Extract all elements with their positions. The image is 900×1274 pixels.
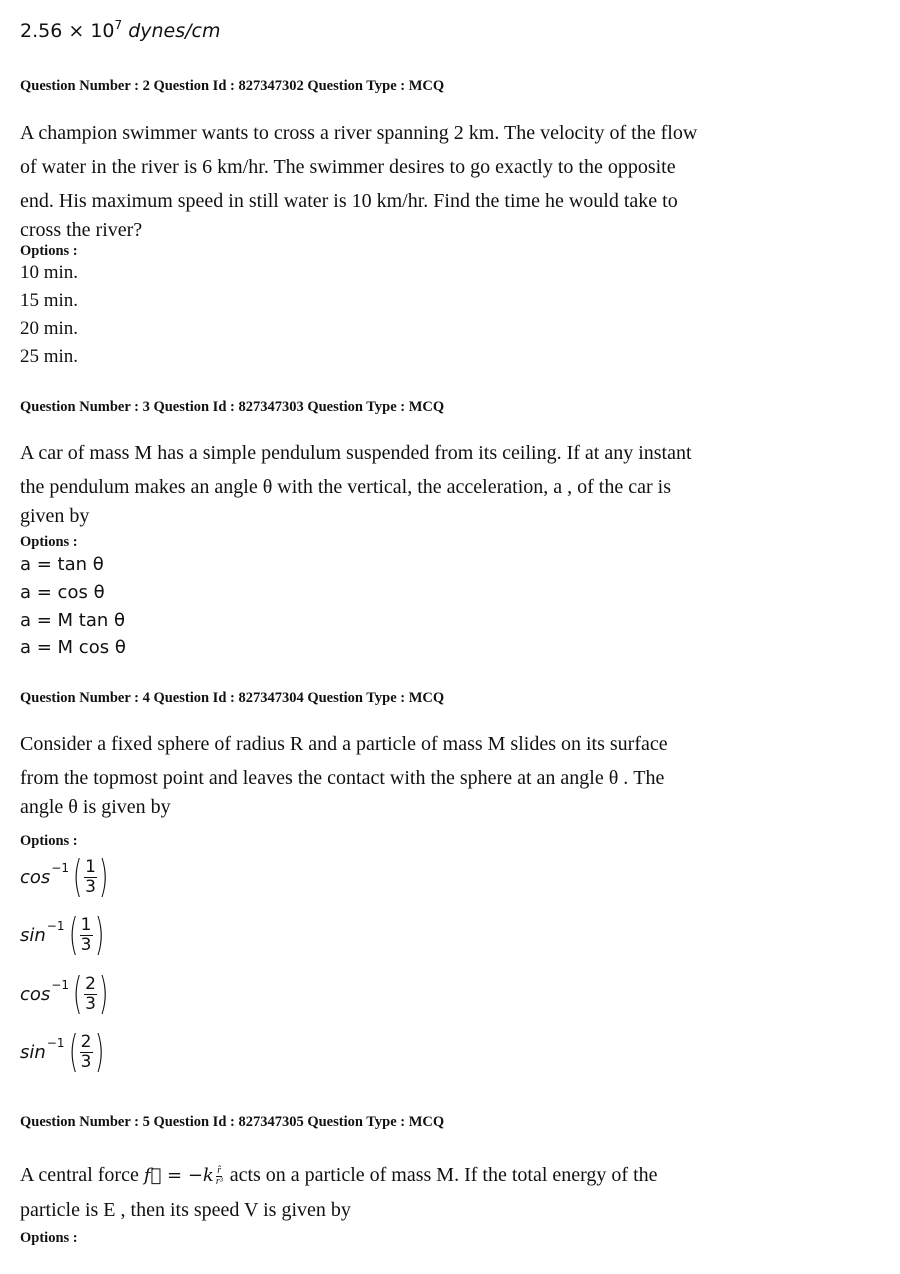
q3-line-1: A car of mass M has a simple pendulum suspended from its ceiling. If at any instant bbox=[20, 442, 692, 464]
left-paren: ( bbox=[68, 1026, 78, 1077]
q4-opt4-sup: −1 bbox=[46, 1036, 65, 1050]
q5-force-fraction bbox=[216, 1166, 223, 1187]
q4-option-3[interactable] bbox=[20, 968, 112, 1019]
q4-opt2-sup: −1 bbox=[46, 919, 65, 933]
q4-opt3-sup: −1 bbox=[51, 978, 69, 992]
right-paren: ) bbox=[94, 1026, 104, 1077]
q5-header: Question Number : 5 Question Id : 827347305 Question Type : MCQ bbox=[20, 1114, 445, 1130]
q4-opt3-fraction bbox=[84, 975, 97, 1014]
q3-options-label: Options : bbox=[20, 534, 78, 550]
q3-option-4[interactable]: a = M cos θ bbox=[20, 637, 126, 658]
q4-opt3-den: 3 bbox=[85, 993, 96, 1014]
q4-opt2-num: 1 bbox=[80, 914, 92, 935]
q2-options-label: Options : bbox=[20, 243, 78, 259]
q5-line-1-end: acts on a particle of mass M. If the total energy of the bbox=[229, 1164, 658, 1186]
q4-opt1-fraction bbox=[84, 858, 97, 897]
q3-line-2: the pendulum makes an angle θ with the vertical, the acceleration, a , of the car is bbox=[20, 476, 671, 498]
q4-opt4-fraction bbox=[80, 1033, 93, 1072]
q4-opt2-fraction bbox=[80, 916, 93, 955]
q4-opt2-den: 3 bbox=[80, 934, 92, 955]
q3-option-1[interactable]: a = tan θ bbox=[20, 554, 104, 575]
previous-answer bbox=[20, 18, 221, 42]
right-paren: ) bbox=[98, 968, 109, 1019]
left-paren: ( bbox=[72, 968, 83, 1019]
q4-line-2: from the topmost point and leaves the contact with the sphere at an angle θ . The bbox=[20, 767, 665, 789]
left-paren: ( bbox=[68, 909, 78, 960]
q3-text bbox=[20, 436, 780, 528]
q4-option-1[interactable] bbox=[20, 851, 112, 902]
q3-line-3: given by bbox=[20, 505, 90, 527]
q4-options-label: Options : bbox=[20, 833, 78, 849]
q4-line-3: angle θ is given by bbox=[20, 796, 171, 818]
q4-opt3-num: 2 bbox=[85, 973, 96, 994]
q2-line-3: end. His maximum speed in still water is 10 km/hr. Find the time he would take to bbox=[20, 190, 678, 212]
q4-opt1-fn: cos bbox=[20, 866, 51, 888]
right-paren: ) bbox=[94, 909, 104, 960]
q4-opt4-fn: sin bbox=[20, 1041, 46, 1063]
q5-force-num: r̂ bbox=[217, 1164, 222, 1176]
q2-line-1: A champion swimmer wants to cross a river spanning 2 km. The velocity of the flow bbox=[20, 122, 698, 144]
q3-option-2[interactable]: a = cos θ bbox=[20, 582, 105, 603]
q4-opt4-num: 2 bbox=[80, 1031, 92, 1052]
q4-opt4-den: 3 bbox=[80, 1051, 92, 1072]
right-paren: ) bbox=[98, 851, 109, 902]
answer-exponent: 7 bbox=[114, 18, 123, 32]
q4-option-4[interactable] bbox=[20, 1026, 108, 1077]
answer-unit: dynes/cm bbox=[128, 20, 221, 42]
q5-line-1-start: A central force bbox=[20, 1164, 139, 1186]
q4-text bbox=[20, 727, 780, 819]
q5-text bbox=[20, 1158, 780, 1227]
q2-option-3[interactable]: 20 min. bbox=[20, 318, 79, 339]
q4-opt1-sup: −1 bbox=[51, 861, 69, 875]
q2-line-2: of water in the river is 6 km/hr. The swimmer desires to go exactly to the opposite bbox=[20, 156, 676, 178]
q2-text bbox=[20, 116, 780, 242]
q5-force-expression: f⃗ = −k bbox=[143, 1165, 214, 1186]
q4-opt1-num: 1 bbox=[85, 856, 96, 877]
q3-header: Question Number : 3 Question Id : 827347303 Question Type : MCQ bbox=[20, 399, 445, 415]
q3-option-3[interactable]: a = M tan θ bbox=[20, 610, 126, 631]
answer-times: × bbox=[68, 20, 85, 42]
answer-base: 10 bbox=[90, 20, 115, 42]
q2-header: Question Number : 2 Question Id : 827347302 Question Type : MCQ bbox=[20, 78, 445, 94]
q2-option-1[interactable]: 10 min. bbox=[20, 262, 79, 283]
q4-option-2[interactable] bbox=[20, 909, 108, 960]
q2-option-4[interactable]: 25 min. bbox=[20, 346, 79, 367]
q4-opt2-fn: sin bbox=[20, 924, 46, 946]
q2-line-4: cross the river? bbox=[20, 219, 143, 241]
q5-line-1 bbox=[20, 1158, 780, 1193]
q5-line-2: particle is E , then its speed V is given by bbox=[20, 1199, 351, 1221]
q2-option-2[interactable]: 15 min. bbox=[20, 290, 79, 311]
answer-mantissa: 2.56 bbox=[20, 20, 63, 42]
q5-force-den: r³ bbox=[215, 1175, 223, 1187]
q4-opt3-fn: cos bbox=[20, 983, 51, 1005]
q5-options-label: Options : bbox=[20, 1230, 78, 1246]
q4-line-1: Consider a fixed sphere of radius R and a particle of mass M slides on its surface bbox=[20, 733, 668, 755]
q4-header: Question Number : 4 Question Id : 827347304 Question Type : MCQ bbox=[20, 690, 445, 706]
q4-opt1-den: 3 bbox=[85, 876, 96, 897]
left-paren: ( bbox=[72, 851, 83, 902]
